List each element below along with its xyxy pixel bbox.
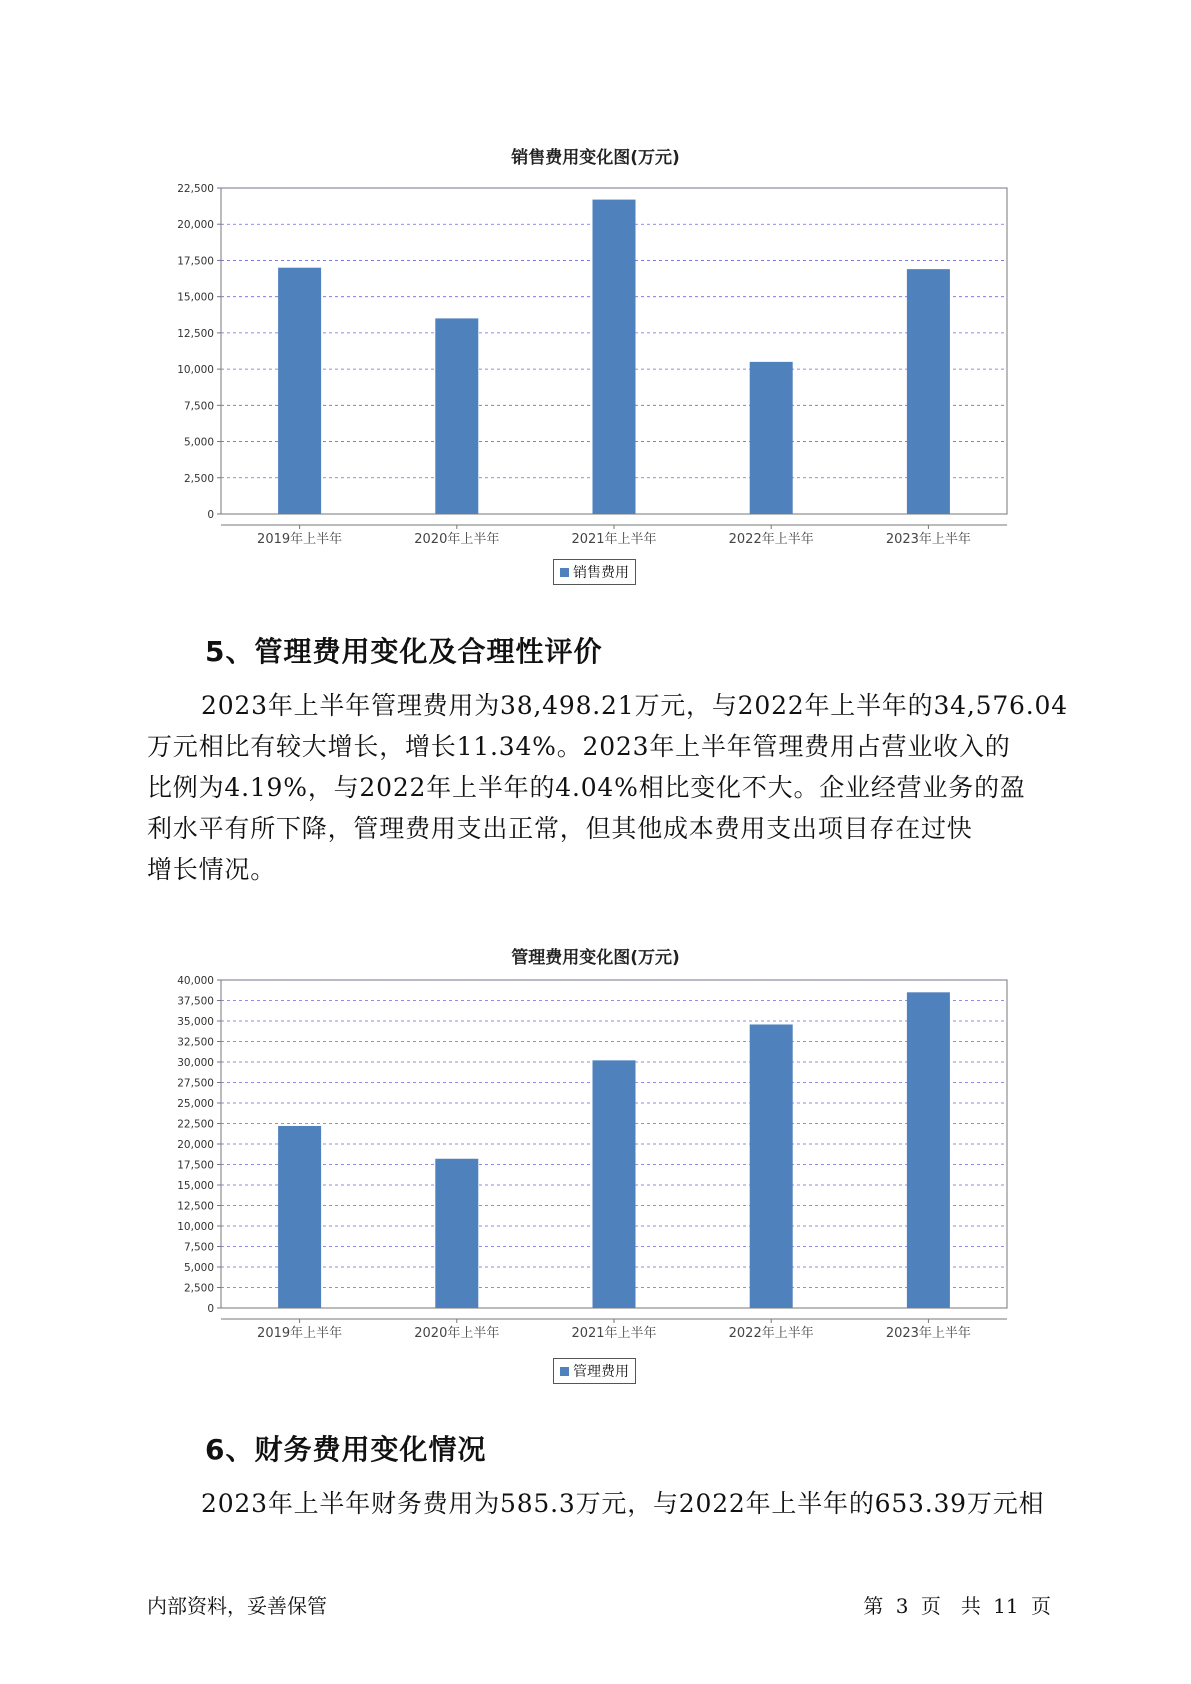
paragraph-line: 2023年上半年财务费用为585.3万元，与2022年上半年的653.39万元相 [201,1489,1045,1518]
bar [278,1126,321,1308]
x-tick-label: 2023年上半年 [885,532,971,547]
section-heading-5: 5、管理费用变化及合理性评价 [205,635,603,668]
y-tick-label: 32,500 [177,1036,214,1049]
x-tick-label: 2021年上半年 [571,1326,657,1341]
y-tick-label: 12,500 [177,1200,214,1213]
y-tick-label: 2,500 [183,472,214,485]
y-tick-label: 15,000 [177,1180,214,1192]
y-tick-label: 40,000 [177,975,214,987]
y-tick-label: 30,000 [177,1057,214,1069]
x-tick-label: 2022年上半年 [728,532,814,547]
y-tick-label: 10,000 [177,364,214,377]
x-tick-label: 2021年上半年 [571,532,657,547]
x-tick-label: 2022年上半年 [728,1326,814,1341]
paragraph-line: 比例为4.19%，与2022年上半年的4.04%相比变化不大。企业经营业务的盈 [147,773,1026,802]
x-tick-label: 2020年上半年 [414,1326,500,1341]
y-tick-label: 27,500 [177,1077,214,1090]
y-tick-label: 12,500 [177,327,214,340]
y-tick-label: 5,000 [183,436,214,449]
y-tick-label: 17,500 [177,1159,214,1172]
paragraph-line: 万元相比有较大增长，增长11.34%。2023年上半年管理费用占营业收入的 [147,732,1011,761]
y-tick-label: 35,000 [177,1016,214,1028]
chart-title-admin: 管理费用变化图(万元) [511,948,680,968]
footer-confidential-note: 内部资料，妥善保管 [147,1594,327,1618]
y-tick-label: 7,500 [183,400,214,413]
bar [907,992,950,1308]
y-tick-label: 20,000 [177,219,214,232]
bar [593,1060,636,1308]
y-tick-label: 37,500 [177,995,214,1008]
paragraph-line: 增长情况。 [147,855,277,884]
y-tick-label: 15,000 [177,291,214,304]
y-tick-label: 22,500 [177,183,214,195]
legend-label: 销售费用 [573,565,629,581]
y-tick-label: 17,500 [177,255,214,268]
y-tick-label: 10,000 [177,1221,214,1233]
y-tick-label: 25,000 [177,1098,214,1110]
y-tick-label: 2,500 [183,1282,214,1295]
chart-legend-admin [553,1358,636,1384]
x-tick-label: 2023年上半年 [885,1326,971,1341]
x-tick-label: 2020年上半年 [414,532,500,547]
y-tick-label: 20,000 [177,1139,214,1151]
x-tick-label: 2019年上半年 [257,1326,343,1341]
footer-page-number: 第 3 页 共 11 页 [863,1594,1051,1618]
section-heading-6: 6、财务费用变化情况 [205,1433,487,1466]
y-tick-label: 22,500 [177,1118,214,1131]
bar [435,1159,478,1308]
y-tick-label: 0 [207,509,214,521]
y-tick-label: 5,000 [183,1262,214,1274]
y-tick-label: 7,500 [183,1241,214,1254]
x-tick-label: 2019年上半年 [257,532,343,547]
y-tick-label: 0 [207,1303,214,1315]
paragraph-line: 2023年上半年管理费用为38,498.21万元，与2022年上半年的34,576.04 [201,691,1068,720]
legend-swatch [560,1367,569,1376]
paragraph-line: 利水平有所下降，管理费用支出正常，但其他成本费用支出项目存在过快 [147,814,973,843]
chart-title-sales: 销售费用变化图(万元) [511,148,680,168]
legend-label: 管理费用 [573,1364,629,1380]
bar [750,1024,793,1308]
section6-paragraph [147,1483,1077,1524]
